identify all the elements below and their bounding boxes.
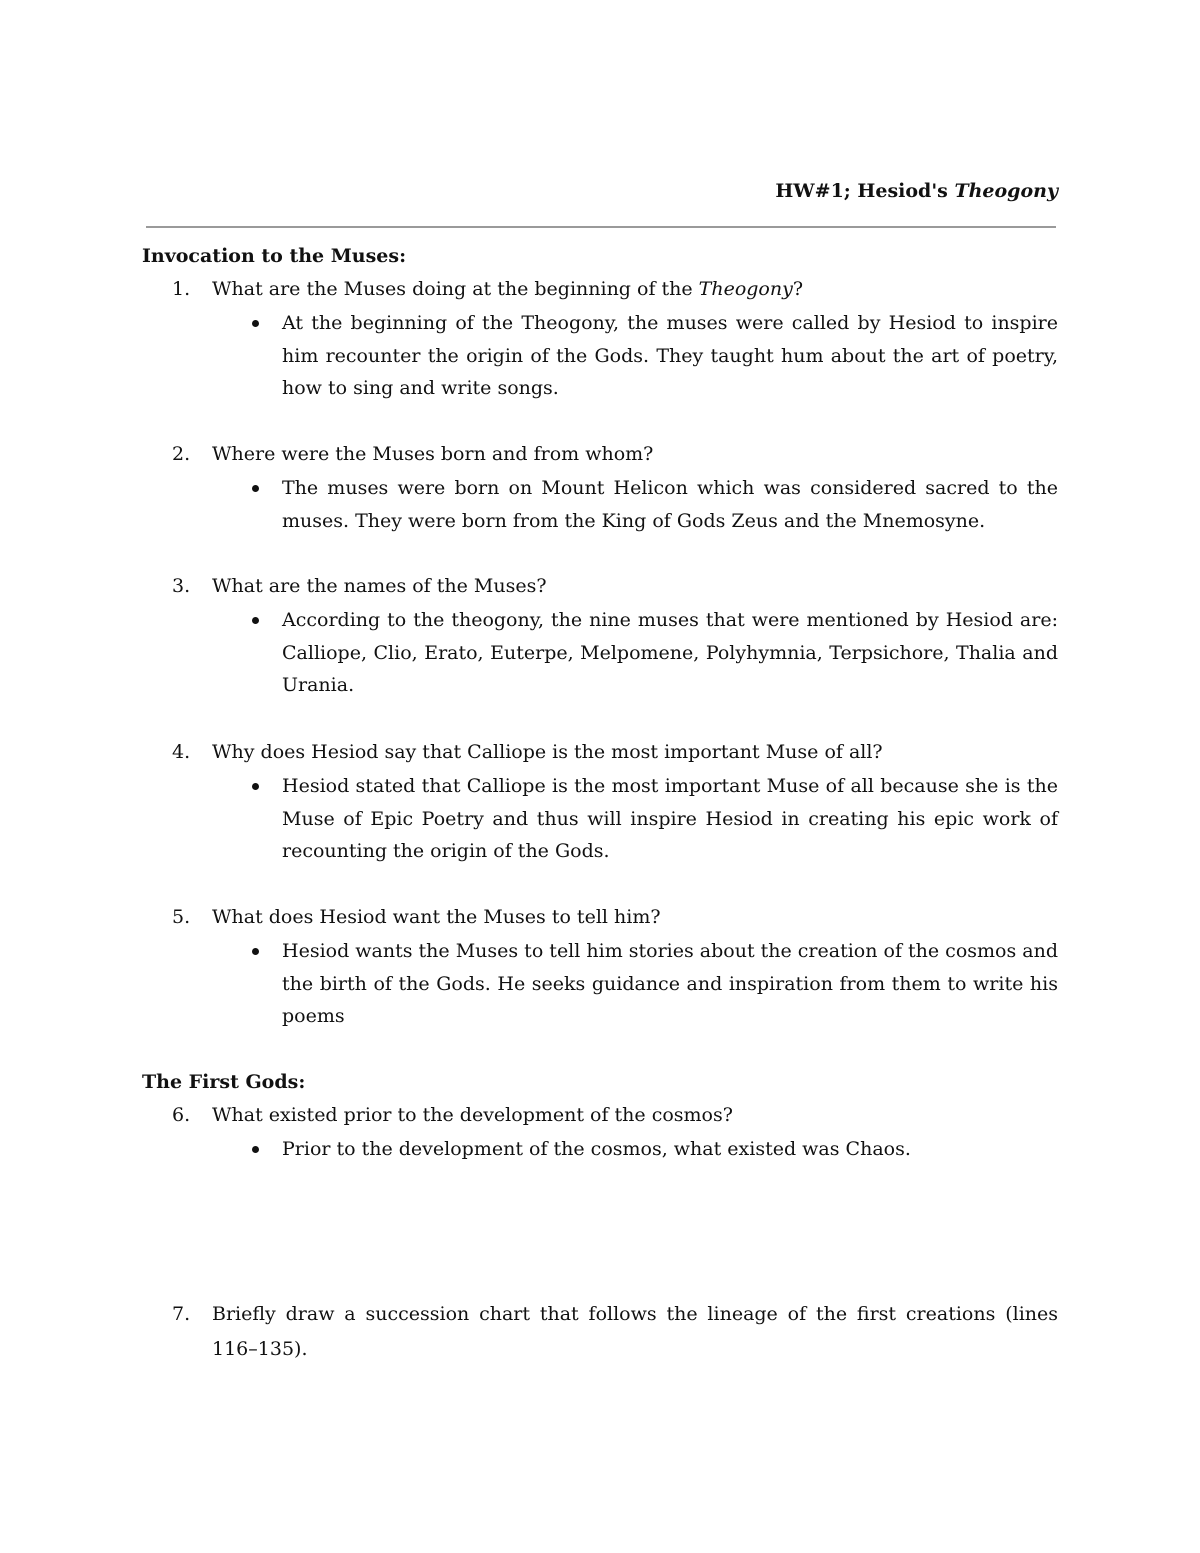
question-number: 6. (172, 1104, 191, 1126)
question-number: 2. (172, 443, 191, 465)
question-text: What does Hesiod want the Muses to tell him? (212, 906, 661, 928)
bullet-icon (252, 1146, 259, 1153)
bullet-icon (252, 617, 259, 624)
question-text-part: What are the Muses doing at the beginning of the (212, 278, 699, 300)
question-number: 1. (172, 278, 191, 300)
question-text-part: ? (792, 278, 804, 300)
question-number: 3. (172, 575, 191, 597)
header-divider (146, 226, 1056, 228)
question-text: What are the names of the Muses? (212, 575, 547, 597)
question-text (212, 273, 1058, 305)
header-title-italic: Theogony (954, 180, 1058, 202)
question-text: What existed prior to the development of the cosmos? (212, 1104, 733, 1126)
bullet-icon (252, 320, 259, 327)
question-text: Why does Hesiod say that Calliope is the most important Muse of all? (212, 741, 883, 763)
bullet-icon (252, 783, 259, 790)
question-number: 4. (172, 741, 191, 763)
question-text: Briefly draw a succession chart that follows the lineage of the first creations (lines 116–135). (212, 1303, 1058, 1360)
answer-text: Hesiod stated that Calliope is the most important Muse of all because she is the Muse of Epic Poetry and thus will inspire Hesiod in creating his epic work of recounting the origin of the Gods. (282, 775, 1058, 862)
answer-text: At the beginning of the Theogony, the muses were called by Hesiod to inspire him recounter the origin of the Gods. They taught hum about the art of poetry, how to sing and write songs. (282, 312, 1058, 399)
answer-text: Hesiod wants the Muses to tell him stories about the creation of the cosmos and the birth of the Gods. He seeks guidance and inspiration from them to write his poems (282, 940, 1058, 1027)
answer-text: Prior to the development of the cosmos, what existed was Chaos. (282, 1138, 911, 1160)
section-heading-invocation: Invocation to the Muses: (142, 245, 407, 267)
question-text: Where were the Muses born and from whom? (212, 443, 654, 465)
question-number: 5. (172, 906, 191, 928)
bullet-icon (252, 485, 259, 492)
header-title-text: HW#1; Hesiod's (775, 180, 955, 202)
question-text-italic: Theogony (698, 278, 793, 300)
answer-text: According to the theogony, the nine muses that were mentioned by Hesiod are: Calliope, Clio, Erato, Euterpe, Melpomene, Polyhymnia, Terpsichore, Thalia and Urania. (282, 609, 1058, 696)
section-heading-first-gods: The First Gods: (142, 1071, 306, 1093)
document-header-title (700, 177, 1058, 205)
bullet-icon (252, 948, 259, 955)
answer-text: The muses were born on Mount Helicon which was considered sacred to the muses. They were born from the King of Gods Zeus and the Mnemosyne. (282, 477, 1058, 532)
question-number: 7. (172, 1303, 191, 1325)
